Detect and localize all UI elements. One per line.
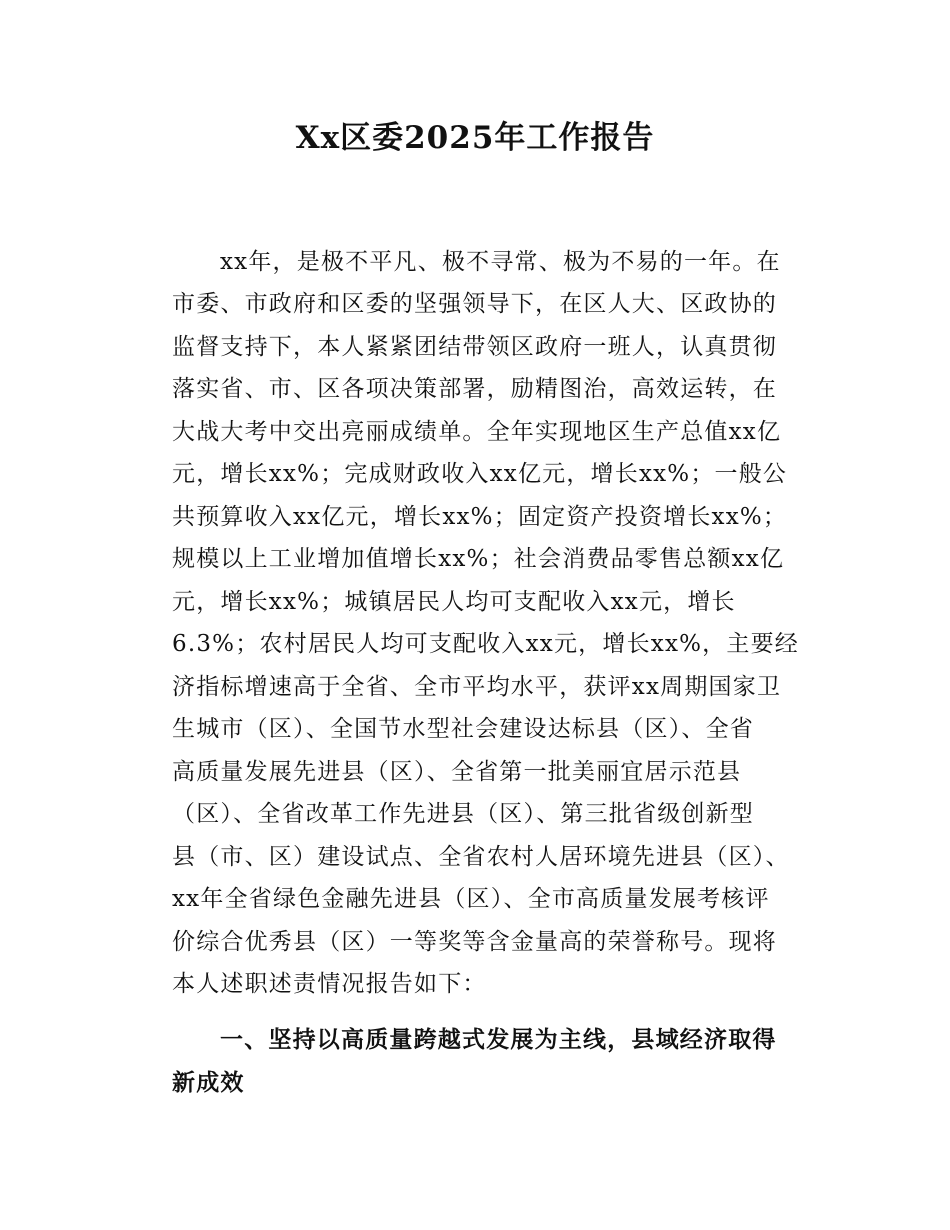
heading-line: 一、坚持以高质量跨越式发展为主线，县域经济取得 bbox=[220, 1027, 777, 1053]
paragraph-line: 大战大考中交出亮丽成绩单。全年实现地区生产总值xx亿 bbox=[172, 419, 782, 445]
paragraph-line: 高质量发展先进县（区）、全省第一批美丽宜居示范县 bbox=[172, 759, 742, 785]
paragraph-line: 市委、市政府和区委的坚强领导下，在区人大、区政协的 bbox=[172, 291, 777, 317]
paragraph-line: 济指标增速高于全省、全市平均水平，获评xx周期国家卫 bbox=[172, 674, 782, 700]
document-title: Xx区委2025年工作报告 bbox=[295, 120, 655, 156]
paragraph-line: 监督支持下，本人紧紧团结带领区政府一班人，认真贯彻 bbox=[172, 334, 777, 360]
paragraph-line: 规模以上工业增加值增长xx%；社会消费品零售总额xx亿 bbox=[172, 546, 785, 572]
paragraph-line: 6.3%；农村居民人均可支配收入xx元，增长xx%，主要经 bbox=[172, 631, 799, 657]
paragraph-line: 元，增长xx%；完成财政收入xx亿元，增长xx%；一般公 bbox=[172, 461, 788, 487]
paragraph-line: 共预算收入xx亿元，增长xx%；固定资产投资增长xx%； bbox=[172, 504, 788, 530]
paragraph-line: 生城市（区）、全国节水型社会建设达标县（区）、全省 bbox=[172, 716, 754, 742]
paragraph-line: 县（市、区）建设试点、全省农村人居环境先进县（区）、 bbox=[172, 844, 790, 870]
paragraph-line: 落实省、市、区各项决策部署，励精图治，高效运转，在 bbox=[172, 376, 777, 402]
paragraph-line: xx年，是极不平凡、极不寻常、极为不易的一年。在 bbox=[220, 249, 781, 275]
paragraph-line: 本人述职述责情况报告如下： bbox=[172, 971, 487, 997]
paragraph-line: 价综合优秀县（区）一等奖等含金量高的荣誉称号。现将 bbox=[172, 929, 777, 955]
heading-line: 新成效 bbox=[172, 1070, 245, 1096]
paragraph-line: xx年全省绿色金融先进县（区）、全市高质量发展考核评 bbox=[172, 886, 770, 912]
paragraph-line: 元，增长xx%；城镇居民人均可支配收入xx元，增长 bbox=[172, 589, 736, 615]
paragraph-line: （区）、全省改革工作先进县（区）、第三批省级创新型 bbox=[172, 801, 754, 827]
